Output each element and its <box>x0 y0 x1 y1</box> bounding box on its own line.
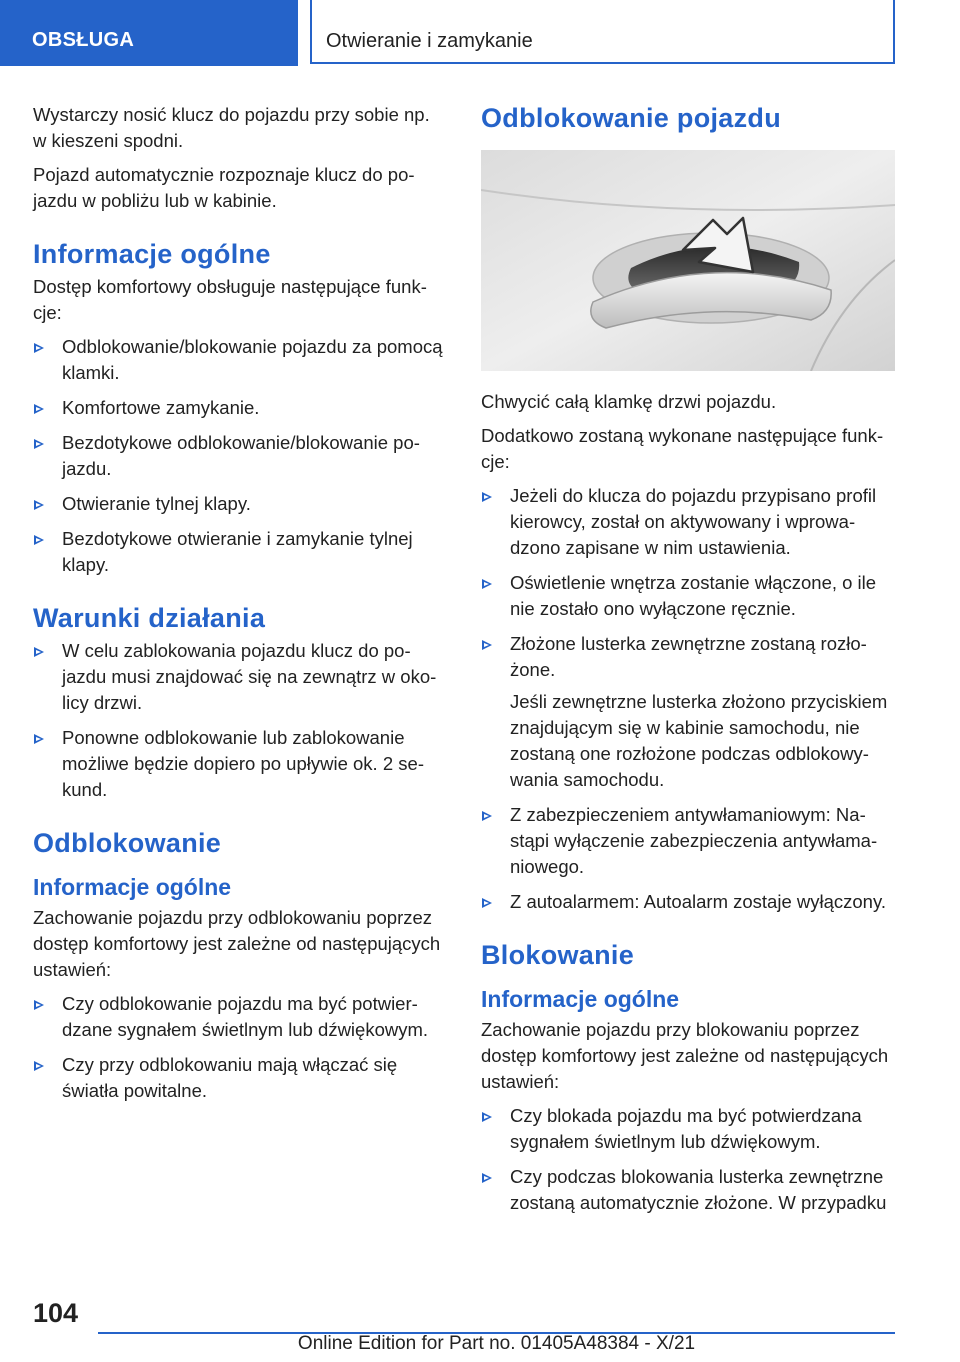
list-item <box>33 991 445 1043</box>
list-item-text: Bezdotykowe otwieranie i zamykanie tylnej klapy. <box>62 528 413 575</box>
list-item-text: Ponowne odblokowanie lub zablokowanie możliwe będzie dopiero po upływie ok. 2 sekund. <box>62 727 424 800</box>
edition-footer: Online Edition for Part no. 01405A48384 - X/21 <box>297 1333 696 1354</box>
page-header <box>0 0 960 66</box>
list-item <box>33 395 445 421</box>
bullet-triangle-icon <box>34 343 44 353</box>
general-info-text: Dostęp komfortowy obsługuje następujące funkcje: <box>33 276 427 323</box>
bullet-triangle-icon <box>34 647 44 657</box>
list-item-text: Czy blokada pojazdu ma być potwierdzana sygnałem świetlnym lub dźwiękowym. <box>510 1105 862 1152</box>
additional-functions-text: Dodatkowo zostaną wykonane następujące funkcje: <box>481 425 884 472</box>
heading-conditions: Warunki działania <box>33 603 266 633</box>
bullet-triangle-icon <box>34 535 44 545</box>
bullet-triangle-icon <box>34 500 44 510</box>
bullet-triangle-icon <box>34 1000 44 1010</box>
bullet-triangle-icon <box>482 579 492 589</box>
list-item <box>33 725 445 803</box>
list-item <box>481 570 893 622</box>
list-item <box>33 1052 445 1104</box>
bullet-triangle-icon <box>34 734 44 744</box>
list-item-text: Złożone lusterka zewnętrzne zostaną rozłożone. <box>510 633 867 680</box>
right-column <box>481 102 893 1225</box>
list-item-text: Z autoalarmem: Autoalarm zostaje wyłączony. <box>510 891 886 912</box>
bullet-triangle-icon <box>34 439 44 449</box>
bullet-triangle-icon <box>482 1112 492 1122</box>
intro-paragraph: Wystarczy nosić klucz do pojazdu przy sobie np. w kieszeni spodni. <box>33 104 430 151</box>
bullet-triangle-icon <box>482 640 492 650</box>
heading-unlocking: Odblokowanie <box>33 828 222 858</box>
page-number: 104 <box>33 1298 79 1328</box>
chapter-title: Otwieranie i zamykanie <box>310 0 895 64</box>
intro-paragraph: Pojazd automatycznie rozpoznaje klucz do pojazdu w pobliżu lub w kabinie. <box>33 164 415 211</box>
list-item <box>481 483 893 561</box>
list-item-text: Czy odblokowanie pojazdu ma być potwierdzane sygnałem świetlnym lub dźwiękowym. <box>62 993 429 1040</box>
mirror-note: Jeśli zewnętrzne lusterka złożono przyciskiem znajdującym się w kabinie samochodu, nie zostaną one rozłożone podczas odblokowywania samochodu. <box>510 691 888 790</box>
list-item-text: Z zabezpieczeniem antywłamaniowym: Nastąpi wyłączenie zabezpieczenia antywłamaniowego. <box>510 804 878 877</box>
locking-settings-list <box>481 1103 893 1216</box>
list-item <box>33 334 445 386</box>
unlocking-settings-list <box>33 991 445 1104</box>
conditions-list <box>33 638 445 803</box>
list-item <box>481 1164 893 1216</box>
left-column <box>33 102 445 1113</box>
list-item-text: Oświetlenie wnętrza zostanie włączone, o ile nie zostało ono wyłączone ręcznie. <box>510 572 877 619</box>
bullet-triangle-icon <box>34 404 44 414</box>
figure-caption: Chwycić całą klamkę drzwi pojazdu. <box>481 391 777 412</box>
bullet-triangle-icon <box>34 1061 44 1071</box>
list-item-text: Czy przy odblokowaniu mają włączać się światła powitalne. <box>62 1054 398 1101</box>
heading-locking: Blokowanie <box>481 940 635 970</box>
unlocking-text: Zachowanie pojazdu przy odblokowaniu poprzez dostęp komfortowy jest zależne od następujących ustawień: <box>33 907 441 980</box>
subheading-general-info: Informacje ogólne <box>481 986 680 1012</box>
heading-unlock-vehicle: Odblokowanie pojazdu <box>481 103 782 133</box>
list-item <box>481 889 893 915</box>
list-item <box>33 526 445 578</box>
list-item <box>481 631 893 793</box>
list-item-text: Odblokowanie/blokowanie pojazdu za pomocą klamki. <box>62 336 443 383</box>
list-item-text: Bezdotykowe odblokowanie/blokowanie pojazdu. <box>62 432 420 479</box>
list-item <box>33 638 445 716</box>
heading-general-info: Informacje ogólne <box>33 239 271 269</box>
bullet-triangle-icon <box>482 492 492 502</box>
list-item-text: W celu zablokowania pojazdu klucz do pojazdu musi znajdować się na zewnątrz w okolicy drzwi. <box>62 640 437 713</box>
functions-list <box>33 334 445 578</box>
list-item <box>33 430 445 482</box>
subheading-general-info: Informacje ogólne <box>33 874 232 900</box>
bullet-triangle-icon <box>482 898 492 908</box>
list-item-text: Jeżeli do klucza do pojazdu przypisano profil kierowcy, został on aktywowany i wprowadzono zapisane w nim ustawienia. <box>510 485 877 558</box>
door-handle-illustration <box>481 150 895 371</box>
bullet-triangle-icon <box>482 1173 492 1183</box>
section-tab: OBSŁUGA <box>0 0 298 66</box>
additional-functions-list <box>481 483 893 915</box>
list-item <box>481 1103 893 1155</box>
list-item-text: Czy podczas blokowania lusterka zewnętrzne zostaną automatycznie złożone. W przypadku <box>510 1166 887 1213</box>
list-item <box>33 491 445 517</box>
list-item-text: Komfortowe zamykanie. <box>62 397 260 418</box>
bullet-triangle-icon <box>482 811 492 821</box>
list-item <box>481 802 893 880</box>
locking-text: Zachowanie pojazdu przy blokowaniu poprzez dostęp komfortowy jest zależne od następujących ustawień: <box>481 1019 889 1092</box>
list-item-text: Otwieranie tylnej klapy. <box>62 493 251 514</box>
